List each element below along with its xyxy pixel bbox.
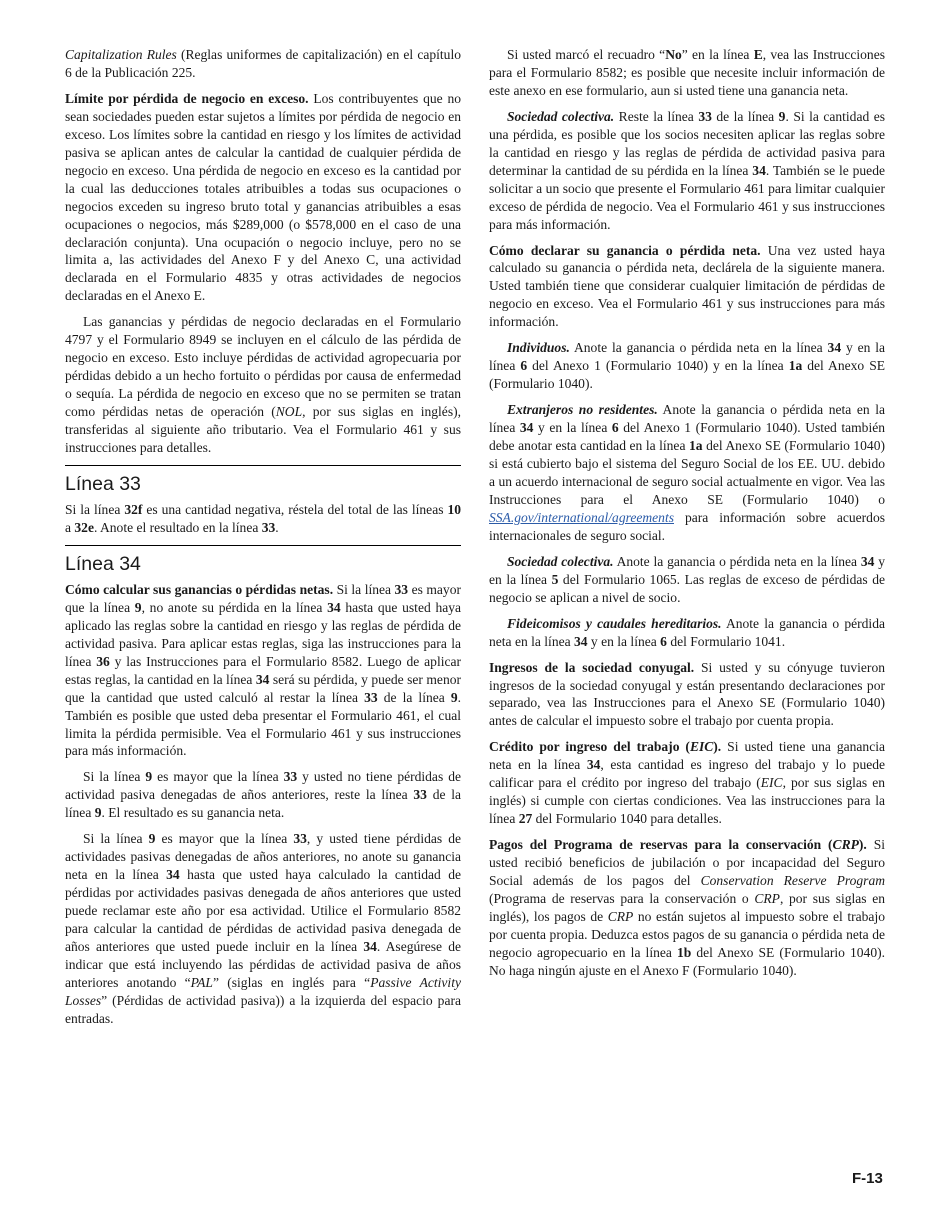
excess-business-loss-paragraph: Límite por pérdida de negocio en exceso. Los contribuyentes que no sean sociedades pueden estar sujetos a límites por pérdida de negocio en exceso. Los límites sobre la cantidad en riesgo y los límites de actividad pasiva se aplican antes de calcular la cantidad de cualquier pérdida de negocio en exceso. Una pérdida de negocio en exceso es la cantidad por la cual las deducciones totales atribuibles a todas sus ocupaciones o negocios exceden su ingreso bruto total y ganancias atribuibles a esas ocupaciones o negocios, más $289,000 (o $578,000 en el caso de una declaración conjunta). Una ocupación o negocio incluye, pero no se limita a, las actividades del Anexo F y del Anexo C, una actividad declarada en el Formulario 4835 y otras actividades de negocios declaradas en el Anexo E.	[65, 90, 461, 304]
community-income-paragraph: Ingresos de la sociedad conyugal. Si usted y su cónyuge tuvieron ingresos de la sociedad conyugal y están presentando declaraciones por separado, vea las Instrucciones para el Anexo SE (Formulario 1040) antes de calcular el impuesto sobre el trabajo por cuenta propia.	[489, 659, 885, 729]
partnership-report-paragraph: Sociedad colectiva. Anote la ganancia o pérdida neta en la línea 34 y en la línea 5 del Formulario 1065. Las reglas de exceso de pérdidas de negocio se aplican a nivel de socio.	[489, 553, 885, 605]
line-9-greater-no-pal-paragraph: Si la línea 9 es mayor que la línea 33 y usted no tiene pérdidas de actividad pasiva denegadas de años anteriores, reste la línea 33 de la línea 9. El resultado es su ganancia neta.	[65, 769, 461, 821]
individuals-paragraph: Individuos. Anote la ganancia o pérdida neta en la línea 34 y en la línea 6 del Anexo 1 (Formulario 1040) y en la línea 1a del Anexo SE (Formulario 1040).	[489, 340, 886, 392]
earned-income-credit-paragraph: Crédito por ingreso del trabajo (EIC). Si usted tiene una ganancia neta en la línea 34, esta cantidad es ingreso del trabajo y lo puede calificar para el crédito por ingreso del trabajo (EIC, por sus siglas en inglés) si cumple con ciertas condiciones. Vea las instrucciones para la línea 27 del Formulario 1040 para detalles.	[489, 739, 886, 827]
line-33-paragraph: Si la línea 32f es una cantidad negativa, réstela del total de las líneas 10 a 32e. Anote el resultado en la línea 33.	[65, 501, 461, 535]
ssa-agreements-link[interactable]: SSA.gov/international/agreements	[489, 509, 674, 525]
line-34-heading: Línea 34	[65, 545, 461, 576]
line-e-no-paragraph: Si usted marcó el recuadro “No” en la línea E, vea las Instrucciones para el Formulario 8582; es posible que necesite incluir información de este anexo en ese formulario, aun si usted tiene una ganancia neta.	[489, 47, 885, 98]
partnership-subtract-paragraph: Sociedad colectiva. Reste la línea 33 de la línea 9. Si la cantidad es una pérdida, es posible que los socios necesiten aplicar las reglas sobre la cantidad en riesgo y las reglas de pérdida de actividad pasiva para determinar la cantidad de su pérdida en la línea 34. También se le puede solicitar a un socio que presente el Formulario 461 para limitar cualquier exceso de pérdida de negocio. Vea el Formulario 461 y sus instrucciones para más información.	[489, 108, 886, 232]
trusts-estates-paragraph: Fideicomisos y caudales hereditarios. Anote la ganancia o pérdida neta en la línea 34 y en la línea 6 del Formulario 1041.	[489, 615, 885, 649]
how-to-figure-net-profit-paragraph: Cómo calcular sus ganancias o pérdidas netas. Si la línea 33 es mayor que la línea 9, no anote su pérdida en la línea 34 hasta que usted haya aplicado las reglas sobre la cantidad en riesgo y las reglas de pérdida de actividad pasiva. Para aplicar estas reglas, siga las instrucciones para la línea 36 y las Instrucciones para el Formulario 8582. Luego de aplicar estas reglas, la cantidad en la línea 34 será su pérdida, y puede ser menor que la cantidad que usted calculó al restar la línea 33 de la línea 9. También es posible que usted deba presentar el Formulario 461, el cual limita la pérdida permisible. Vea el Formulario 461 y sus instrucciones para más información.	[65, 581, 462, 759]
right-column	[489, 46, 885, 988]
line-9-greater-with-pal-paragraph: Si la línea 9 es mayor que la línea 33, y usted tiene pérdidas de actividades pasivas denegadas de años anteriores, no anote su ganancia neta en la línea 34 hasta que usted haya calculado la cantidad de pérdidas por actividades pasivas denegada de años anteriores que usted puede reclamar este año por esa actividad. Utilice el Formulario 8582 para calcular la cantidad de pérdidas de actividad pasiva denegada de años anteriores que usted puede incluir en la línea 34. Asegúrese de indicar que está incluyendo las pérdidas de actividad pasiva de años anteriores anotando “PAL” (siglas en inglés para “Passive Activity Losses” (Pérdidas de actividad pasiva)) a la izquierda del espacio para entradas.	[65, 831, 461, 1026]
crp-payments-paragraph: Pagos del Programa de reservas para la conservación (CRP). Si usted recibió beneficios de jubilación o por incapacidad del Seguro Social además de los pagos del Conservation Reserve Program (Programa de reservas para la conservación o CRP, por sus siglas en inglés), los pagos de CRP no están sujetos al impuesto sobre el trabajo por cuenta propia. Deduzca estos pagos de su ganancia o pérdida neta de negocio agropecuario en la línea 1b del Anexo SE (Formulario 1040). No haga ningún ajuste en el Anexo F (Formulario 1040).	[489, 837, 886, 978]
business-gains-losses-paragraph: Las ganancias y pérdidas de negocio declaradas en el Formulario 4797 y el Formulario 8949 se incluyen en el cálculo de las pérdida de negocio en exceso. Esto incluye pérdidas de actividad agropecuaria por pérdidas debido a un hecho fortuito o pérdidas por causa de enfermedad o sequía. La pérdida de negocio en exceso que no se permiten se tratan como pérdidas netas de operación (NOL, por sus siglas en inglés), transferidas al siguiente año tributario. Vea el Formulario 461 y sus instrucciones para detalles.	[65, 314, 461, 456]
page-number: F-13	[852, 1170, 883, 1187]
nonresident-aliens-paragraph: Extranjeros no residentes. Anote la ganancia o pérdida neta en la línea 34 y en la línea 6 del Anexo 1 (Formulario 1040). Usted también debe anotar esta cantidad en la línea 1a del Anexo SE (Formulario 1040) si está cubierto bajo el sistema del Seguro Social de los EE. UU. debido a un acuerdo internacional de seguro social actualmente en vigor. Vea las Instrucciones para el Anexo SE (Formulario 1040) o SSA.gov/international/agreements para información sobre acuerdos internacionales de seguro social.	[489, 402, 885, 543]
how-to-report-paragraph: Cómo declarar su ganancia o pérdida neta. Una vez usted haya calculado su ganancia o pérdida neta, declárela de la siguiente manera. Usted también tiene que considerar cualquier limitación de pérdidas de negocio en exceso. Vea el Formulario 461 y sus instrucciones para más información.	[489, 242, 885, 330]
capitalization-rules-paragraph: Capitalization Rules (Reglas uniformes de capitalización) en el capítulo 6 de la Publicación 225.	[65, 47, 461, 80]
left-column	[65, 46, 461, 1036]
line-33-heading: Línea 33	[65, 465, 461, 496]
